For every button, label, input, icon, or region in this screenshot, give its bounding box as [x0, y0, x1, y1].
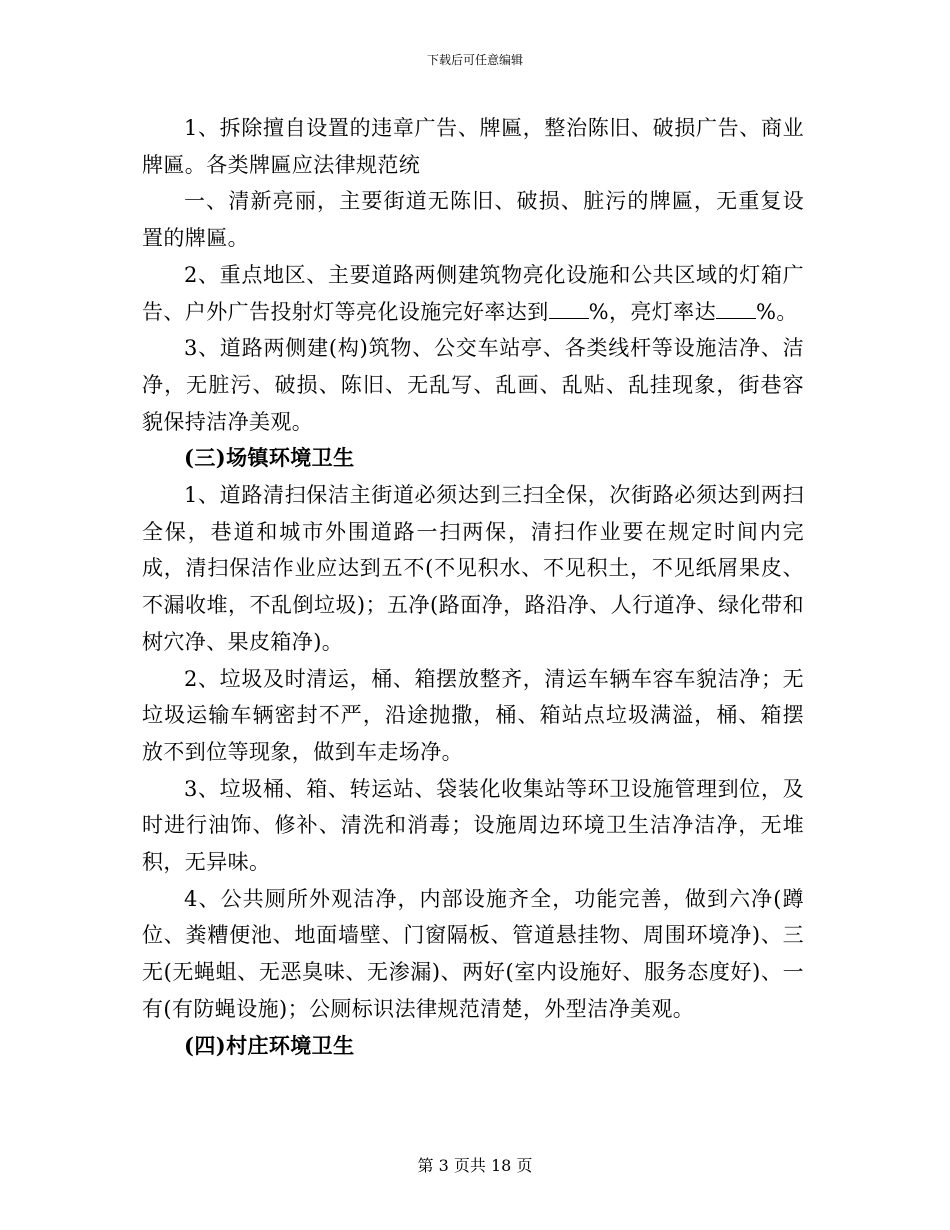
page-header: 下载后可任意编辑 [426, 53, 523, 67]
paragraph-5: 1、道路清扫保洁主街道必须达到三扫全保，次街路必须达到两扫全保，巷道和城市外围道路一扫两保，清扫作业要在规定时间内完成，清扫保洁作业应达到五不(不见积水、不见积土，不见纸屑果皮、不漏收堆，不乱倒垃圾)；五净(路面净，路沿净、人行道净、绿化带和树穴净、果皮箱净)。 [142, 483, 804, 654]
fill-in-blank-1 [549, 300, 589, 319]
paragraph-3-text-after: %。 [755, 299, 798, 324]
page-footer: 第 3 页共 18 页 [417, 1156, 533, 1175]
paragraph-1: 1、拆除擅自设置的违章广告、牌匾，整治陈旧、破损广告、商业牌匾。各类牌匾应法律规范统 [142, 116, 804, 177]
paragraph-3 [142, 257, 804, 330]
paragraph-3-text-before: 2、重点地区、主要道路两侧建筑物亮化设施和公共区域的灯箱广告、户外广告投射灯等亮化设施完好率达到 [142, 262, 804, 324]
paragraph-6: 2、垃圾及时清运，桶、箱摆放整齐，清运车辆车容车貌洁净；无垃圾运输车辆密封不严，沿途抛撒，桶、箱站点垃圾满溢，桶、箱摆放不到位等现象，做到车走场净。 [142, 666, 804, 764]
paragraph-8: 4、公共厕所外观洁净，内部设施齐全，功能完善，做到六净(蹲位、粪糟便池、地面墙壁、门窗隔板、管道悬挂物、周围环境净)、三无(无蝇蛆、无恶臭味、无渗漏)、两好(室内设施好、服务态度好)、一有(有防蝇设施)；公厕标识法律规范清楚，外型洁净美观。 [142, 886, 804, 1021]
paragraph-3-text-middle: %，亮灯率达 [588, 299, 716, 324]
paragraph-4: 3、道路两侧建(构)筑物、公交车站亭、各类线杆等设施洁净、洁净，无脏污、破损、陈旧、无乱写、乱画、乱贴、乱挂现象，街巷容貌保持洁净美观。 [142, 336, 804, 434]
paragraph-7: 3、垃圾桶、箱、转运站、袋装化收集站等环卫设施管理到位，及时进行油饰、修补、清洗和消毒；设施周边环境卫生洁净洁净，无堆积，无异味。 [142, 776, 804, 875]
paragraph-2: 一、清新亮丽，主要街道无陈旧、破损、脏污的牌匾，无重复设置的牌匾。 [142, 189, 804, 251]
section-heading-4: (四)村庄环境卫生 [184, 1032, 355, 1058]
document-body [142, 110, 804, 1064]
section-heading-3: (三)场镇环境卫生 [184, 445, 355, 471]
fill-in-blank-2 [716, 300, 756, 319]
